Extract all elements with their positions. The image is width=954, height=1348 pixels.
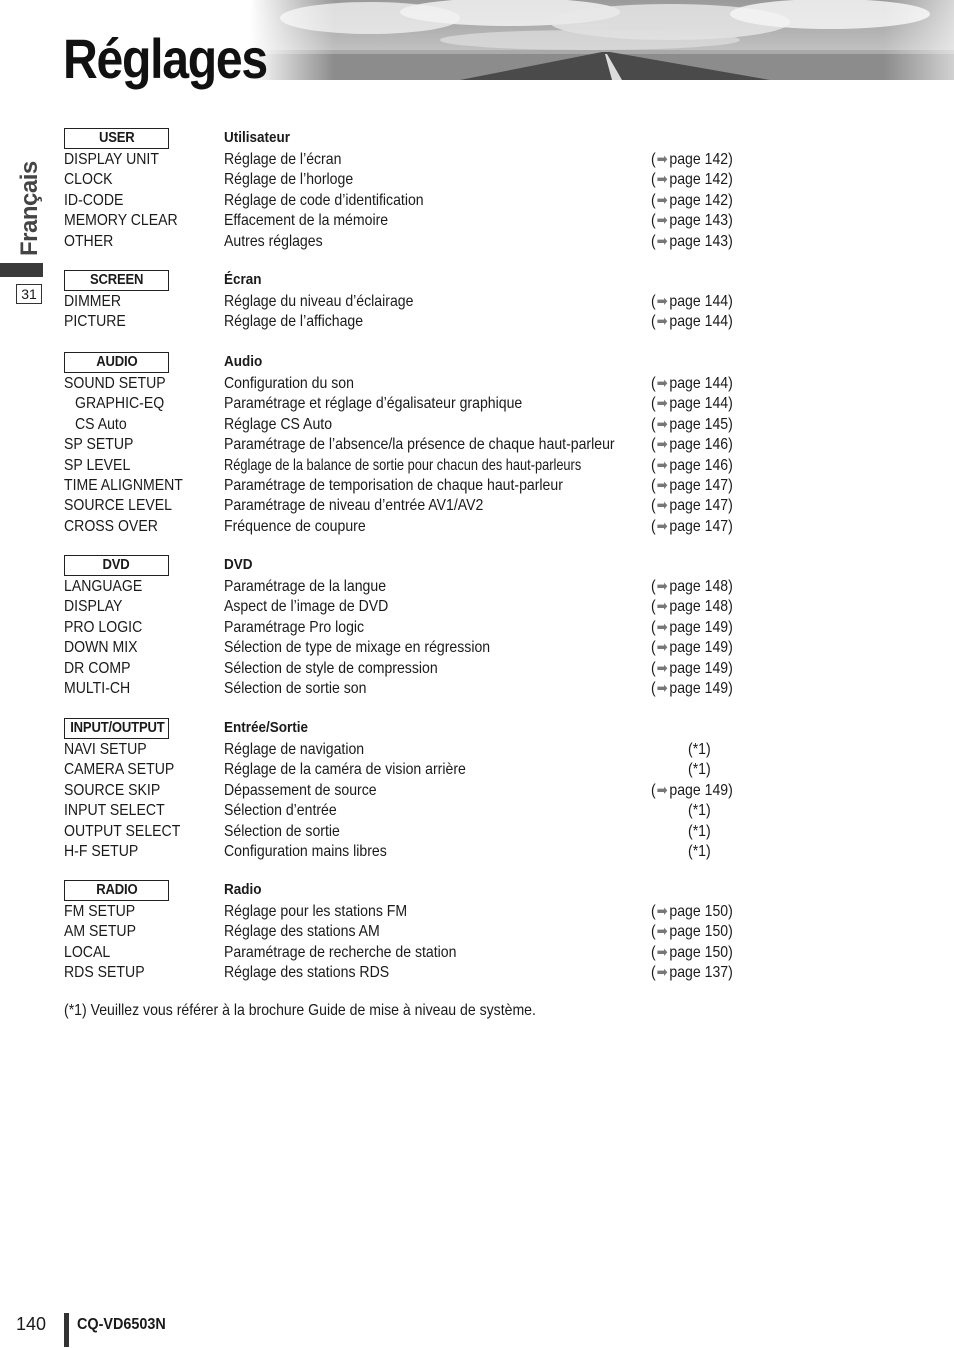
setting-row [0,618,954,638]
arrow-right-icon: ➡ [656,212,668,230]
footnote: (*1) Veuillez vous référer à la brochure Guide de mise à niveau de système. [64,1002,536,1019]
page-reference-text: page 143) [669,212,733,230]
page-reference [651,374,733,394]
arrow-right-icon: ➡ [656,781,668,799]
setting-name: ID-CODE [64,191,124,209]
setting-description: Réglage de code d’identification [224,191,424,209]
arrow-right-icon: ➡ [656,680,668,697]
setting-row [0,415,954,435]
reference-open-paren: ( [651,415,656,433]
setting-name: MEMORY CLEAR [64,212,178,230]
setting-name: NAVI SETUP [64,741,147,758]
setting-name: DISPLAY UNIT [64,151,159,168]
page-reference-text: page 142) [669,151,733,168]
page-reference-text: page 144) [669,375,733,392]
section-title: Utilisateur [224,129,291,146]
reference-open-paren: ( [651,456,656,474]
setting-description: Réglage du niveau d’éclairage [224,293,414,310]
arrow-right-icon: ➡ [656,436,668,454]
page-reference [651,170,733,190]
setting-description: Autres réglages [224,232,323,250]
section-title: Radio [224,881,262,898]
setting-name: DOWN MIX [64,639,138,657]
page-reference-text: page 147) [669,477,733,494]
setting-row [0,760,954,780]
footer-bar [64,1313,69,1347]
setting-name: INPUT SELECT [64,802,165,820]
setting-description: Sélection de type de mixage en régression [224,639,491,657]
page-reference-text: page 142) [669,171,733,189]
reference-open-paren: ( [651,578,656,595]
setting-name: DIMMER [64,293,122,310]
setting-description: Réglage pour les stations FM [224,903,408,920]
page-reference-text: page 143) [669,232,733,250]
page-reference [651,435,733,455]
setting-name: SOUND SETUP [64,375,166,392]
page-reference-text: page 144) [669,313,733,331]
setting-name: TIME ALIGNMENT [64,477,183,494]
page-reference-text: page 147) [669,517,733,535]
setting-name: LOCAL [64,943,111,961]
page-reference [651,150,733,170]
setting-name: DISPLAY [64,598,123,616]
page-reference [651,943,733,963]
setting-description: Paramétrage de temporisation de chaque haut-parleur [224,477,563,494]
setting-row [0,943,954,963]
setting-description: Réglage des stations RDS [224,964,390,982]
reference-open-paren: ( [651,964,656,982]
arrow-right-icon: ➡ [656,477,668,494]
reference-open-paren: ( [651,293,656,310]
setting-row [0,312,954,332]
setting-description: Réglage CS Auto [224,415,333,433]
page-reference-text: page 146) [669,456,733,474]
reference-open-paren: ( [651,436,656,454]
setting-row [0,211,954,231]
page-reference [651,902,733,922]
page-reference-text: page 147) [669,497,733,515]
setting-row [0,822,954,842]
setting-description: Réglage de navigation [224,741,365,758]
page-reference-text: page 148) [669,598,733,616]
setting-row [0,496,954,516]
page-reference [651,456,733,476]
model-name: CQ-VD6503N [77,1316,166,1333]
reference-open-paren: ( [651,618,656,636]
arrow-right-icon: ➡ [656,598,668,616]
setting-name: OTHER [64,232,114,250]
setting-name: PRO LOGIC [64,618,143,636]
reference-open-paren: ( [651,497,656,515]
arrow-right-icon: ➡ [656,903,668,920]
page-reference [651,292,733,312]
setting-row [0,394,954,414]
arrow-right-icon: ➡ [656,497,668,515]
page-reference [651,517,733,537]
section-label: AUDIO [64,352,169,373]
setting-row [0,150,954,170]
page-reference [651,638,733,658]
setting-row [0,922,954,942]
setting-description: Paramétrage de recherche de station [224,943,457,961]
setting-name: H-F SETUP [64,843,139,860]
setting-row [0,517,954,537]
arrow-right-icon: ➡ [656,964,668,982]
page-reference [651,963,733,983]
setting-description: Paramétrage de niveau d’entrée AV1/AV2 [224,497,484,515]
arrow-right-icon: ➡ [656,313,668,331]
setting-row [0,801,954,821]
page-reference [651,191,733,211]
setting-row [0,456,954,476]
setting-name: CS Auto [75,415,127,433]
setting-row [0,170,954,190]
setting-name: AM SETUP [64,923,136,941]
reference-open-paren: ( [651,395,656,413]
section-title: Écran [224,271,262,288]
setting-row [0,435,954,455]
setting-name: PICTURE [64,313,126,331]
page-reference [651,618,733,638]
reference-open-paren: ( [651,781,656,799]
setting-name: SP SETUP [64,436,134,454]
page-reference [651,394,733,414]
setting-name: FM SETUP [64,903,136,920]
arrow-right-icon: ➡ [656,639,668,657]
setting-row [0,902,954,922]
setting-row [0,374,954,394]
reference-open-paren: ( [651,477,656,494]
section-label: INPUT/OUTPUT [64,718,169,739]
setting-row [0,963,954,983]
setting-description: Réglage de l’affichage [224,313,364,331]
arrow-right-icon: ➡ [656,232,668,250]
page-reference [651,781,733,801]
arrow-right-icon: ➡ [656,415,668,433]
reference-open-paren: ( [651,517,656,535]
setting-description: Aspect de l’image de DVD [224,598,389,616]
section-label: USER [64,128,169,149]
page-reference-text: page 144) [669,293,733,310]
setting-description: Réglage de l’horloge [224,171,354,189]
reference-open-paren: ( [651,375,656,392]
arrow-right-icon: ➡ [656,293,668,310]
setting-name: CLOCK [64,171,113,189]
setting-row [0,842,954,862]
setting-name: SOURCE SKIP [64,781,161,799]
arrow-right-icon: ➡ [656,375,668,392]
setting-description: Paramétrage et réglage d’égalisateur graphique [224,395,523,413]
setting-description: Réglage des stations AM [224,923,380,941]
chapter-number: 31 [16,284,42,304]
reference-open-paren: ( [651,943,656,961]
setting-description: Sélection de sortie [224,822,340,840]
page-reference [651,312,733,332]
reference-open-paren: ( [651,191,656,209]
setting-name: DR COMP [64,659,131,677]
arrow-right-icon: ➡ [656,191,668,209]
reference-open-paren: ( [651,680,656,697]
reference-open-paren: ( [651,232,656,250]
arrow-right-icon: ➡ [656,517,668,535]
reference-open-paren: ( [651,313,656,331]
arrow-right-icon: ➡ [656,151,668,168]
language-tab-bar [0,263,43,277]
setting-name: SP LEVEL [64,456,131,474]
page-reference-text: page 150) [669,943,733,961]
setting-name: GRAPHIC-EQ [75,395,165,413]
page-reference-text: page 142) [669,191,733,209]
setting-description: Réglage de la balance de sortie pour chacun des haut-parleurs [224,456,582,474]
language-tab-label: Français [16,161,43,256]
reference-open-paren: ( [651,212,656,230]
page-reference-text: page 137) [669,964,733,982]
page-reference-text: page 150) [669,903,733,920]
reference-open-paren: ( [651,639,656,657]
footnote-reference: (*1) [688,843,711,860]
page-reference-text: page 149) [669,618,733,636]
setting-name: LANGUAGE [64,578,143,595]
footnote-reference: (*1) [688,761,711,779]
setting-name: SOURCE LEVEL [64,497,172,515]
setting-row [0,191,954,211]
setting-description: Sélection de sortie son [224,680,367,697]
page-reference-text: page 146) [669,436,733,454]
arrow-right-icon: ➡ [656,395,668,413]
setting-row [0,597,954,617]
arrow-right-icon: ➡ [656,456,668,474]
page-reference-text: page 149) [669,781,733,799]
section-title: DVD [224,556,253,573]
setting-description: Sélection de style de compression [224,659,438,677]
page-number: 140 [16,1314,47,1334]
arrow-right-icon: ➡ [656,618,668,636]
arrow-right-icon: ➡ [656,943,668,961]
page-reference [651,496,733,516]
setting-name: CROSS OVER [64,517,158,535]
header-road-photo [250,0,954,80]
section-label: RADIO [64,880,169,901]
section-label: DVD [64,555,169,576]
setting-description: Configuration du son [224,375,354,392]
reference-open-paren: ( [651,151,656,168]
setting-row [0,476,954,496]
page-reference [651,597,733,617]
page-reference [651,232,733,252]
setting-name: MULTI-CH [64,680,131,697]
setting-row [0,679,954,699]
setting-description: Réglage de l’écran [224,151,342,168]
arrow-right-icon: ➡ [656,171,668,189]
section-title: Audio [224,353,263,370]
setting-description: Paramétrage de l’absence/la présence de chaque haut-parleur [224,436,615,454]
arrow-right-icon: ➡ [656,578,668,595]
reference-open-paren: ( [651,903,656,920]
setting-row [0,292,954,312]
setting-row [0,577,954,597]
setting-name: OUTPUT SELECT [64,822,181,840]
footnote-reference: (*1) [688,741,711,758]
setting-description: Configuration mains libres [224,843,387,860]
page-reference [651,476,733,496]
page-reference-text: page 145) [669,415,733,433]
page-reference [651,577,733,597]
page-reference-text: page 149) [669,659,733,677]
arrow-right-icon: ➡ [656,923,668,941]
setting-description: Fréquence de coupure [224,517,366,535]
footnote-reference: (*1) [688,822,711,840]
setting-description: Dépassement de source [224,781,377,799]
setting-row [0,659,954,679]
setting-row [0,781,954,801]
setting-name: RDS SETUP [64,964,145,982]
page-reference-text: page 149) [669,639,733,657]
setting-description: Paramétrage Pro logic [224,618,365,636]
reference-open-paren: ( [651,923,656,941]
reference-open-paren: ( [651,659,656,677]
page-reference-text: page 144) [669,395,733,413]
page-reference [651,659,733,679]
setting-row [0,638,954,658]
page-reference [651,415,733,435]
setting-description: Réglage de la caméra de vision arrière [224,761,466,779]
section-title: Entrée/Sortie [224,719,309,736]
setting-name: CAMERA SETUP [64,761,175,779]
setting-description: Paramétrage de la langue [224,578,387,595]
page-reference [651,679,733,699]
reference-open-paren: ( [651,598,656,616]
setting-description: Sélection d’entrée [224,802,337,820]
section-label: SCREEN [64,270,169,291]
arrow-right-icon: ➡ [656,659,668,677]
footnote-reference: (*1) [688,802,711,820]
page-title: Réglages [63,27,267,90]
page-reference [651,211,733,231]
page-reference-text: page 148) [669,578,733,595]
road-landscape-image [250,0,954,80]
reference-open-paren: ( [651,171,656,189]
setting-row [0,740,954,760]
setting-description: Effacement de la mémoire [224,212,389,230]
page-reference-text: page 150) [669,923,733,941]
setting-row [0,232,954,252]
page-reference [651,922,733,942]
page-reference-text: page 149) [669,680,733,697]
